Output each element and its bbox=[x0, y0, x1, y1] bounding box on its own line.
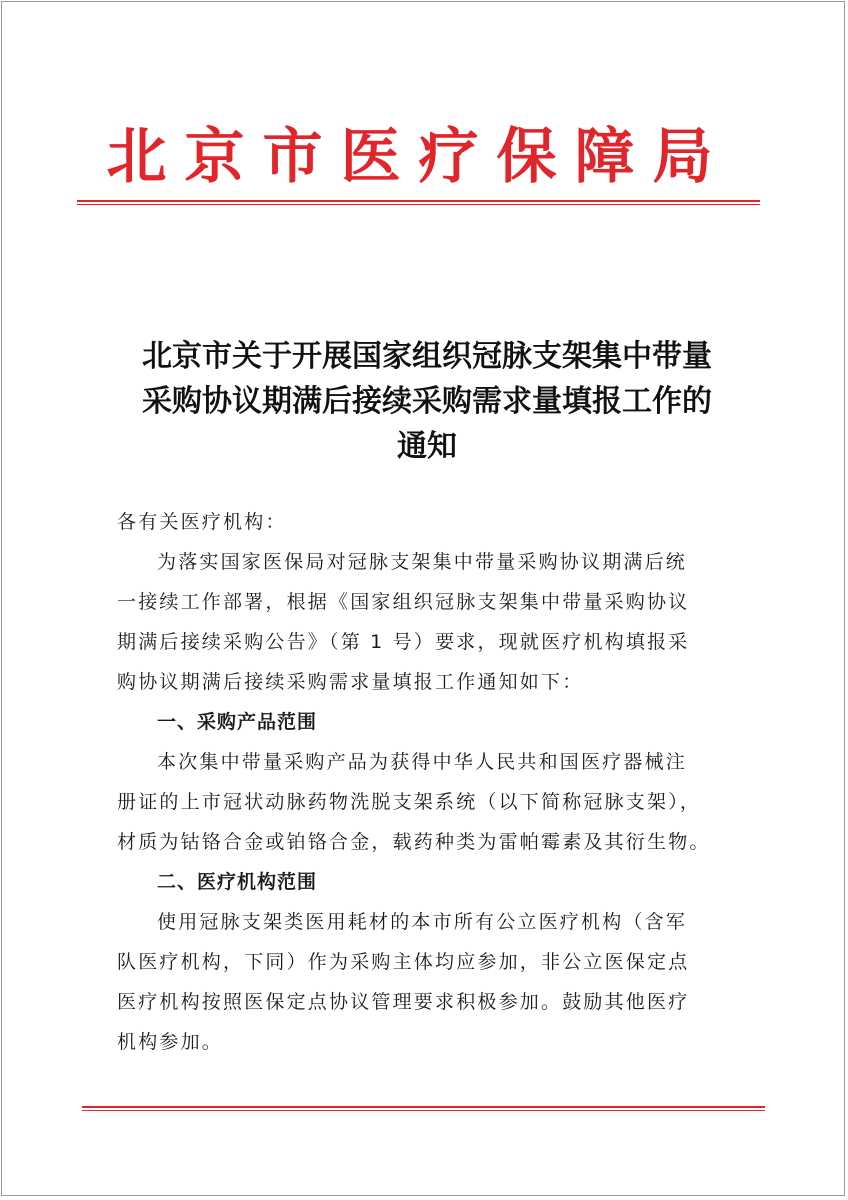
footer-red-rule bbox=[82, 1106, 765, 1111]
section1-line: 本次集中带量采购产品为获得中华人民共和国医疗器械注 bbox=[157, 751, 688, 773]
section2-line: 医疗机构按照医保定点协议管理要求积极参加。鼓励其他医疗 bbox=[117, 991, 690, 1013]
title-line-3: 通知 bbox=[397, 429, 457, 464]
letterhead-title: 北京市医疗保障局 bbox=[106, 122, 731, 192]
section2-line: 机构参加。 bbox=[117, 1031, 224, 1053]
letterhead-red-rule bbox=[77, 200, 760, 205]
section2-line: 队医疗机构，下同）作为采购主体均应参加，非公立医保定点 bbox=[117, 951, 690, 973]
section2-line: 使用冠脉支架类医用耗材的本市所有公立医疗机构（含军 bbox=[157, 911, 688, 933]
document-title bbox=[92, 334, 762, 469]
intro-line: 一接续工作部署，根据《国家组织冠脉支架集中带量采购协议 bbox=[117, 591, 690, 613]
section1-line: 册证的上市冠状动脉药物洗脱支架系统（以下简称冠脉支架）， bbox=[117, 791, 702, 813]
document-body bbox=[117, 502, 747, 1062]
intro-line: 期满后接续采购公告》（第 1 号）要求，现就医疗机构填报采 bbox=[117, 631, 690, 653]
title-line-1: 北京市关于开展国家组织冠脉支架集中带量 bbox=[142, 339, 712, 374]
section1-line: 材质为钴铬合金或铂铬合金，载药种类为雷帕霉素及其衍生物。 bbox=[117, 831, 711, 853]
intro-paragraph bbox=[117, 542, 747, 702]
section2-heading: 二、医疗机构范围 bbox=[157, 871, 318, 893]
intro-line: 购协议期满后接续采购需求量填报工作通知如下： bbox=[117, 671, 584, 693]
document-page bbox=[1, 1, 845, 1196]
title-line-2: 采购协议期满后接续采购需求量填报工作的 bbox=[142, 384, 712, 419]
section1-paragraph bbox=[117, 742, 747, 862]
section2-paragraph bbox=[117, 902, 747, 1062]
salutation: 各有关医疗机构： bbox=[117, 511, 287, 533]
intro-line: 为落实国家医保局对冠脉支架集中带量采购协议期满后统 bbox=[157, 551, 688, 573]
section1-heading: 一、采购产品范围 bbox=[157, 711, 318, 733]
